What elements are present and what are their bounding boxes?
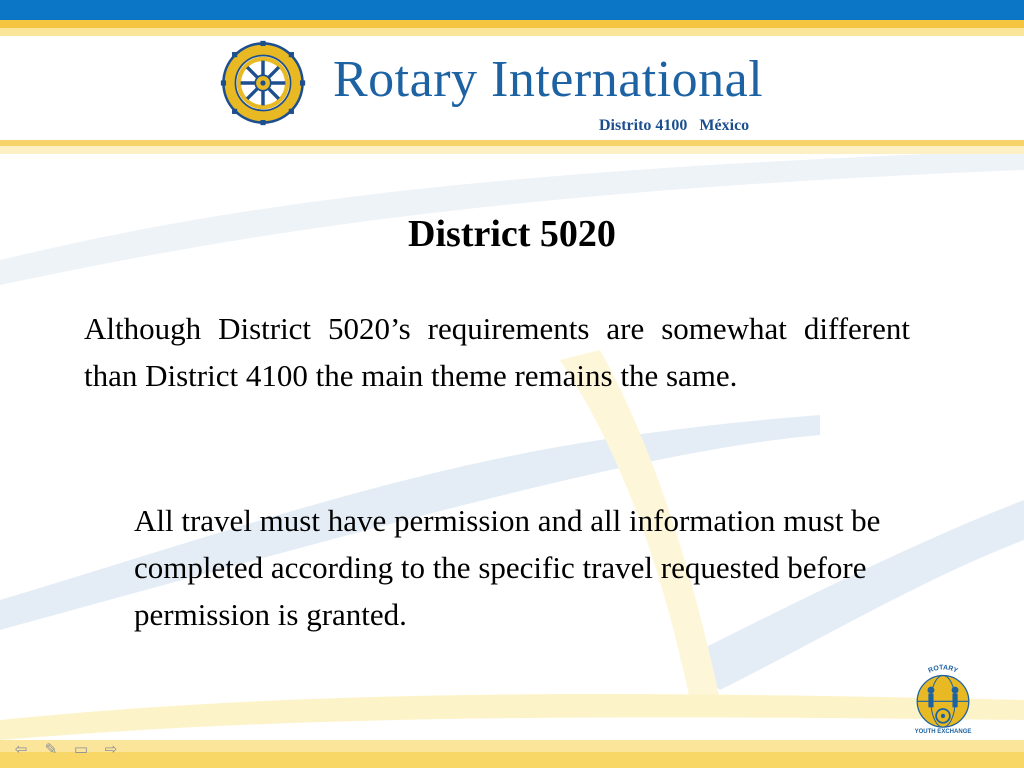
- bottom-gold-band: [0, 752, 1024, 768]
- top-gold-bar-light: [0, 28, 1024, 36]
- slide-navigation: [10, 740, 122, 758]
- paragraph-2: All travel must have permission and all information must be completed according to the specific travel requested before permission is granted.: [134, 503, 881, 632]
- district-label: Distrito 4100 México: [599, 117, 750, 134]
- badge-top-text: ROTARY: [927, 664, 959, 675]
- previous-slide-icon[interactable]: ⇦: [14, 740, 28, 758]
- next-slide-icon[interactable]: ⇨: [104, 740, 118, 758]
- bottom-gold-band-light: [0, 740, 1024, 752]
- badge-bottom-text: YOUTH EXCHANGE: [914, 729, 972, 736]
- top-blue-bar: [0, 0, 1024, 20]
- org-name: Rotary International: [333, 51, 764, 108]
- svg-text:ROTARY: [927, 664, 959, 675]
- menu-icon[interactable]: ▭: [73, 740, 89, 758]
- svg-text:YOUTH EXCHANGE: [915, 729, 972, 735]
- rotary-wheel-logo: [220, 40, 306, 126]
- slide-title: District 5020: [408, 213, 616, 255]
- top-gold-bar: [0, 20, 1024, 28]
- header-gold-band-light: [0, 146, 1024, 154]
- pen-icon[interactable]: ✎: [44, 740, 58, 758]
- youth-exchange-logo: [900, 654, 986, 740]
- paragraph-1: Although District 5020’s requirements are somewhat different than District 4100 the main theme remains the same.: [84, 311, 910, 393]
